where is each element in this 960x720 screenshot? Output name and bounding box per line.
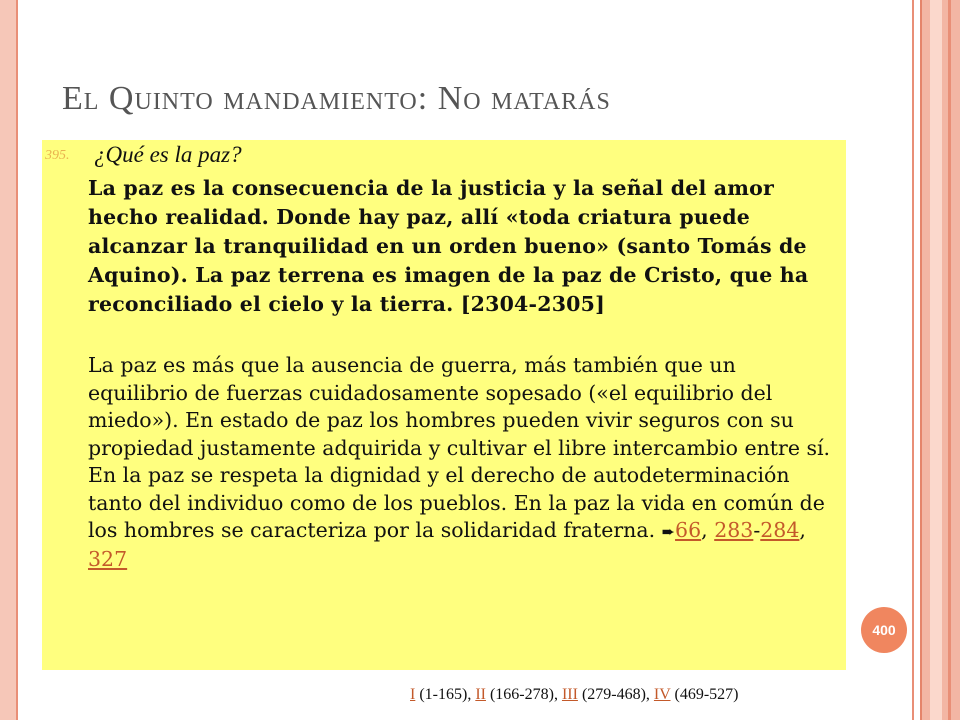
ref-link-283[interactable]: 283 <box>714 518 754 542</box>
footer-range: (166-278), <box>485 686 562 703</box>
ref-link-284[interactable]: 284 <box>760 518 800 542</box>
arrow-icon: ➨ <box>661 522 676 541</box>
ref-link-66[interactable]: 66 <box>675 518 702 542</box>
ref-link-327[interactable]: 327 <box>88 546 128 571</box>
right-stripe <box>948 0 951 720</box>
footer-link-III[interactable]: III <box>561 686 578 703</box>
inner-right-border <box>912 0 914 720</box>
question-text: ¿Qué es la paz? <box>94 142 242 167</box>
footer-link-IV[interactable]: IV <box>653 686 671 703</box>
left-border-decoration <box>0 0 18 720</box>
right-stripe <box>920 0 922 720</box>
ref-dash: - <box>753 518 761 542</box>
body-text: La paz es más que la ausencia de guerra, más también que un equilibrio de fuerzas cuidadosamente sopesado («el equilibrio del miedo»). En estado de paz los hombres pueden vivir seguros con su propiedad justamente adquirida y cultivar el libre intercambio entre sí. En la paz se respeta la dignidad y el derecho de autodeterminación tanto del individuo como de los pueblos. En la paz la vida en común de los hombres se caracteriza por la solidaridad fraterna. <box>88 353 831 542</box>
footer-link-I[interactable]: I <box>410 686 416 703</box>
question-number: 395. <box>45 148 70 163</box>
ref-separator: , <box>799 518 806 542</box>
top-border-decoration <box>16 0 923 12</box>
body-paragraph <box>88 352 840 573</box>
footer-range: (279-468), <box>577 686 654 703</box>
footer-navigation <box>410 686 890 704</box>
page-number-badge: 400 <box>861 607 907 653</box>
right-border-decoration <box>920 0 960 720</box>
footer-link-II[interactable]: II <box>475 686 486 703</box>
ref-separator: , <box>701 518 715 542</box>
footer-range: (1-165), <box>415 686 476 703</box>
content-panel <box>42 140 846 670</box>
slide-title: El Quinto mandamiento: No matarás <box>62 80 611 117</box>
footer-range: (469-527) <box>670 686 739 703</box>
answer-text: La paz es la consecuencia de la justicia y la señal del amor hecho realidad. Donde hay paz, allí «toda criatura puede alcanzar la tranquilidad en un orden bueno» (santo Tomás de Aquino). La paz terrena es imagen de la paz de Cristo, que ha reconciliado el cielo y la tierra. [2304-2305] <box>88 176 809 316</box>
right-stripe <box>930 0 942 720</box>
